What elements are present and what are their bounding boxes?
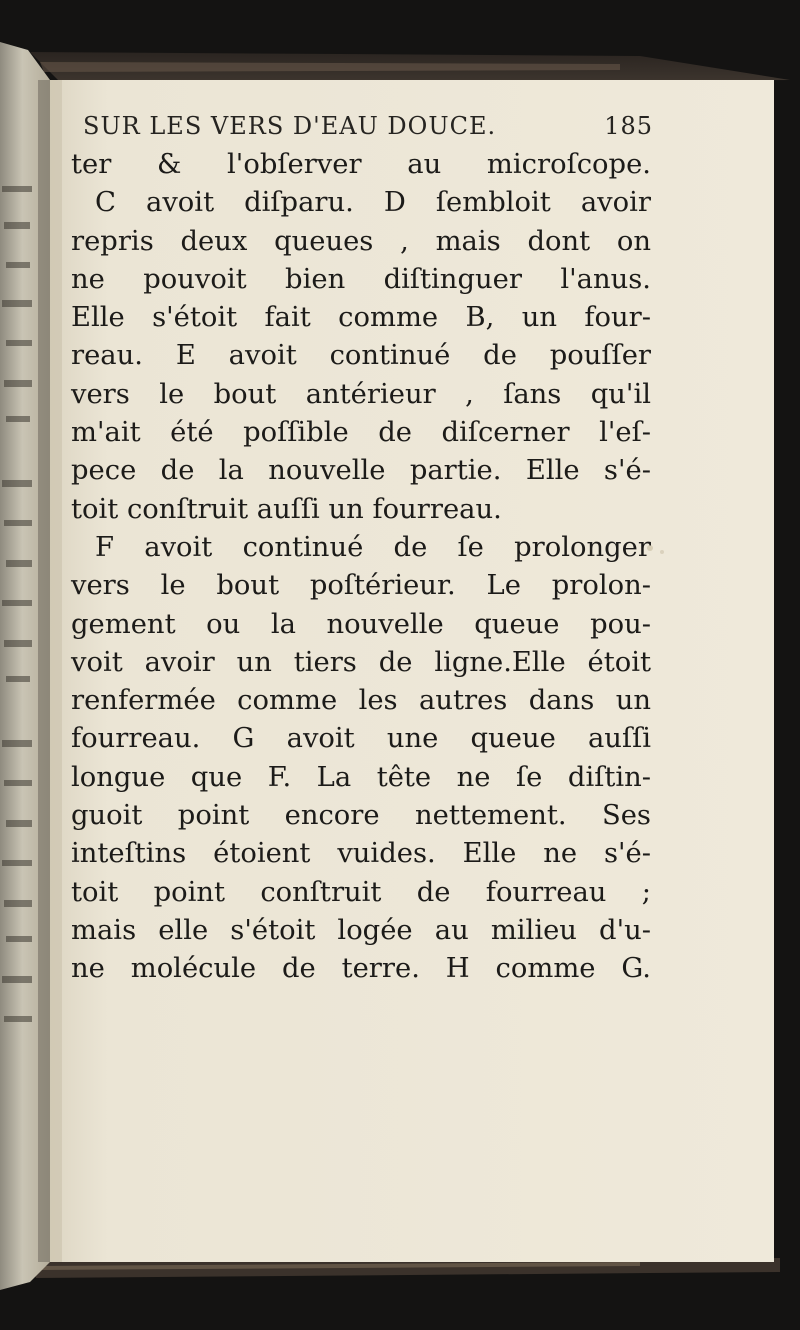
running-head <box>83 112 653 140</box>
text-line-17: longue que F. La tête ne ſe diſtin- <box>71 761 651 793</box>
text-line-19: inteſtins étoient vuides. Elle ne s'é- <box>71 838 651 870</box>
text-line-6: reau. E avoit continué de pouſſer <box>71 340 651 372</box>
text-line-9: pece de la nouvelle partie. Elle s'é- <box>71 455 651 487</box>
text-line-15: renfermée comme les autres dans un <box>71 685 651 717</box>
text-line-20: toit point conſtruit de fourreau ; <box>71 876 651 908</box>
text-line-16: fourreau. G avoit une queue auſſi <box>71 723 651 755</box>
text-line-5: Elle s'étoit fait comme B, un four- <box>71 302 651 334</box>
text-line-22: ne molécule de terre. H comme G. <box>71 953 651 985</box>
text-line-18: guoit point encore nettement. Ses <box>71 800 651 832</box>
text-line-8: m'ait été poſſible de diſcerner l'eſ- <box>71 417 651 449</box>
text-line-12: vers le bout poſtérieur. Le prolon- <box>71 570 651 602</box>
text-line-1: ter & l'obſerver au microſcope. <box>71 149 651 180</box>
page-number: 185 <box>604 112 653 140</box>
text-line-13: gement ou la nouvelle queue pou- <box>71 608 651 640</box>
text-line-14: voit avoir un tiers de ligne.Elle étoit <box>71 646 651 678</box>
text-line-4: ne pouvoit bien diſtinguer l'anus. <box>71 263 651 295</box>
text-line-21: mais elle s'étoit logée au milieu d'u- <box>71 914 651 946</box>
running-head-title: SUR LES VERS D'EAU DOUCE. <box>83 112 497 140</box>
text-line-2: C avoit diſparu. D ſembloit avoir <box>95 187 651 219</box>
text-line-7: vers le bout antérieur , ſans qu'il <box>71 378 651 410</box>
text-line-3: repris deux queues , mais dont on <box>71 225 651 257</box>
text-line-10: toit conſtruit auſſi un fourreau. <box>71 493 502 525</box>
body-text <box>71 146 651 989</box>
text-line-11: F avoit continué de ſe prolonger <box>95 531 651 563</box>
